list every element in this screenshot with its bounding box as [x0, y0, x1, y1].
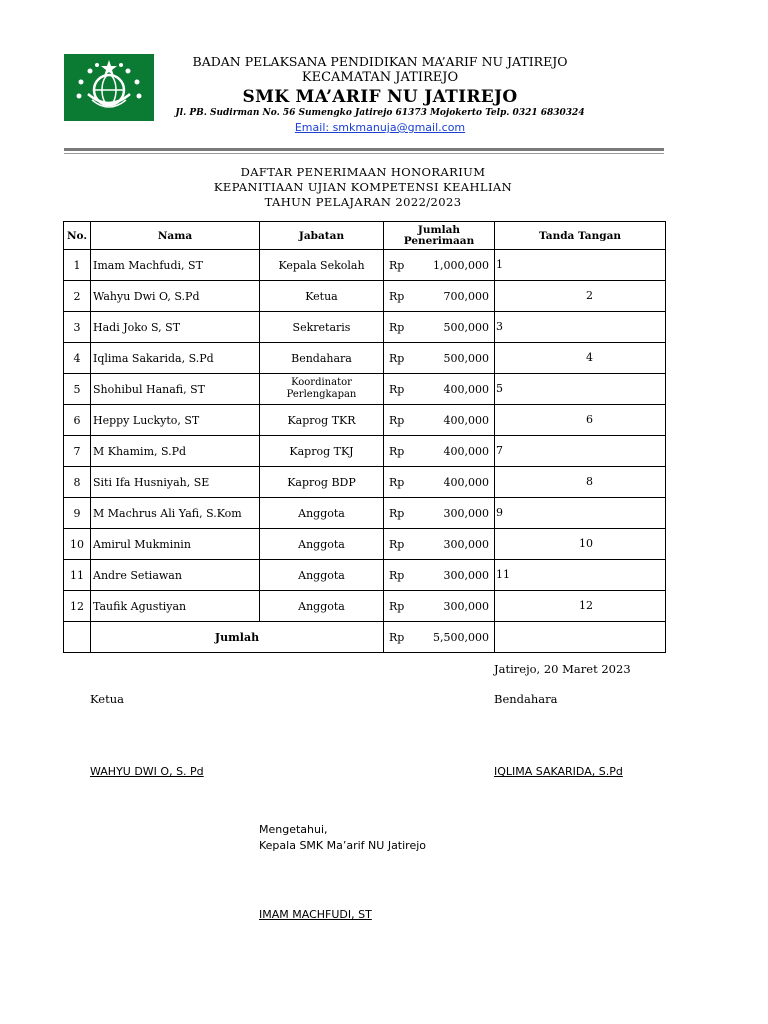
row-no: 9: [64, 498, 91, 529]
table-row: [64, 529, 666, 560]
ketua-label: Ketua: [90, 692, 124, 706]
col-header-jumlah-line1: Jumlah: [417, 223, 461, 236]
row-amount: 300,000: [412, 529, 495, 560]
foundation-name: BADAN PELAKSANA PENDIDIKAN MA’ARIF NU JATIREJO: [192, 54, 568, 69]
row-no: 7: [64, 436, 91, 467]
row-nama: Shohibul Hanafi, ST: [91, 374, 260, 405]
row-nama: M Khamim, S.Pd: [91, 436, 260, 467]
signature-number: 1: [496, 258, 503, 271]
row-amount: 500,000: [412, 312, 495, 343]
table-header-row: [64, 222, 666, 250]
table-row: [64, 498, 666, 529]
row-signature: [495, 405, 666, 436]
kepala-name: IMAM MACHFUDI, ST: [259, 908, 372, 921]
row-no: 11: [64, 560, 91, 591]
row-no: 3: [64, 312, 91, 343]
signature-number: 6: [586, 413, 593, 426]
total-currency: Rp: [384, 622, 412, 653]
signature-number: 7: [496, 444, 503, 457]
row-currency: Rp: [384, 591, 412, 622]
row-currency: Rp: [384, 498, 412, 529]
table-row: [64, 560, 666, 591]
row-currency: Rp: [384, 343, 412, 374]
row-jabatan: [260, 374, 384, 405]
row-no: 12: [64, 591, 91, 622]
row-nama: Wahyu Dwi O, S.Pd: [91, 281, 260, 312]
row-jabatan-line2: Perlengkapan: [286, 389, 357, 400]
row-signature: [495, 560, 666, 591]
bendahara-label: Bendahara: [494, 692, 558, 706]
row-nama: Andre Setiawan: [91, 560, 260, 591]
table-row: [64, 591, 666, 622]
row-nama: Taufik Agustiyan: [91, 591, 260, 622]
row-no: 8: [64, 467, 91, 498]
ketua-name: WAHYU DWI O, S. Pd: [90, 765, 204, 778]
school-email-link[interactable]: Email: smkmanuja@gmail.com: [294, 121, 466, 134]
row-nama: Iqlima Sakarida, S.Pd: [91, 343, 260, 374]
col-header-jabatan: Jabatan: [260, 222, 384, 250]
row-currency: Rp: [384, 312, 412, 343]
table-row: [64, 250, 666, 281]
row-jabatan: Anggota: [260, 498, 384, 529]
total-empty-cell: [64, 622, 91, 653]
signature-number: 10: [579, 537, 593, 550]
row-jabatan: Kaprog TKJ: [260, 436, 384, 467]
row-signature: [495, 374, 666, 405]
row-amount: 1,000,000: [412, 250, 495, 281]
row-jabatan: Sekretaris: [260, 312, 384, 343]
doc-title: DAFTAR PENERIMAAN HONORARIUM: [240, 165, 486, 179]
row-nama: Siti Ifa Husniyah, SE: [91, 467, 260, 498]
signature-number: 3: [496, 320, 503, 333]
signature-number: 9: [496, 506, 503, 519]
school-name: SMK MA’ARIF NU JATIREJO: [242, 87, 518, 107]
col-header-jumlah-line2: Penerimaan: [403, 234, 475, 247]
signature-number: 5: [496, 382, 503, 395]
table-row: [64, 467, 666, 498]
row-no: 4: [64, 343, 91, 374]
letterhead-divider: [64, 148, 664, 151]
row-jabatan: Kaprog TKR: [260, 405, 384, 436]
row-jabatan: Anggota: [260, 529, 384, 560]
signature-number: 2: [586, 289, 593, 302]
row-signature: [495, 436, 666, 467]
letterhead-divider-thin: [64, 153, 664, 154]
row-currency: Rp: [384, 529, 412, 560]
row-signature: [495, 529, 666, 560]
row-signature: [495, 281, 666, 312]
row-signature: [495, 312, 666, 343]
row-currency: Rp: [384, 405, 412, 436]
row-jabatan: Kaprog BDP: [260, 467, 384, 498]
row-amount: 300,000: [412, 560, 495, 591]
row-no: 5: [64, 374, 91, 405]
col-header-jumlah: [384, 222, 495, 250]
col-header-tanda-tangan: Tanda Tangan: [495, 222, 666, 250]
kepala-label: Kepala SMK Ma’arif NU Jatirejo: [259, 839, 427, 852]
row-signature: [495, 250, 666, 281]
row-nama: Amirul Mukminin: [91, 529, 260, 560]
row-no: 2: [64, 281, 91, 312]
row-currency: Rp: [384, 281, 412, 312]
table-row: [64, 281, 666, 312]
row-nama: Hadi Joko S, ST: [91, 312, 260, 343]
row-amount: 700,000: [412, 281, 495, 312]
row-nama: Heppy Luckyto, ST: [91, 405, 260, 436]
signature-number: 8: [586, 475, 593, 488]
school-address: Jl. PB. Sudirman No. 56 Sumengko Jatirejo 61373 Mojokerto Telp. 0321 6830324: [175, 108, 585, 118]
row-currency: Rp: [384, 560, 412, 591]
row-jabatan: Kepala Sekolah: [260, 250, 384, 281]
table-row: [64, 405, 666, 436]
col-header-no: No.: [64, 222, 91, 250]
row-amount: 400,000: [412, 405, 495, 436]
table-row: [64, 343, 666, 374]
signature-number: 11: [496, 568, 510, 581]
row-amount: 400,000: [412, 374, 495, 405]
signature-number: 4: [586, 351, 593, 364]
row-amount: 400,000: [412, 436, 495, 467]
row-jabatan-line1: Koordinator: [291, 377, 352, 388]
col-header-nama: Nama: [91, 222, 260, 250]
honorarium-table: [63, 221, 666, 653]
signing-date: Jatirejo, 20 Maret 2023: [494, 662, 631, 676]
row-signature: [495, 591, 666, 622]
row-no: 6: [64, 405, 91, 436]
total-signature-cell: [495, 622, 666, 653]
row-no: 10: [64, 529, 91, 560]
row-nama: Imam Machfudi, ST: [91, 250, 260, 281]
doc-subtitle: KEPANITIAAN UJIAN KOMPETENSI KEAHLIAN: [213, 180, 513, 194]
row-jabatan: Anggota: [260, 591, 384, 622]
row-currency: Rp: [384, 467, 412, 498]
table-row: [64, 374, 666, 405]
total-label: Jumlah: [91, 622, 384, 653]
row-jabatan: Anggota: [260, 560, 384, 591]
row-amount: 300,000: [412, 591, 495, 622]
row-nama: M Machrus Ali Yafi, S.Kom: [91, 498, 260, 529]
row-jabatan: Ketua: [260, 281, 384, 312]
total-amount: 5,500,000: [412, 622, 495, 653]
mengetahui-label: Mengetahui,: [259, 823, 328, 836]
row-jabatan: Bendahara: [260, 343, 384, 374]
district-name: KECAMATAN JATIREJO: [301, 70, 459, 85]
row-signature: [495, 343, 666, 374]
bendahara-name: IQLIMA SAKARIDA, S.Pd: [494, 765, 623, 778]
row-signature: [495, 467, 666, 498]
doc-year: TAHUN PELAJARAN 2022/2023: [264, 195, 462, 209]
row-no: 1: [64, 250, 91, 281]
row-signature: [495, 498, 666, 529]
signature-number: 12: [579, 599, 593, 612]
row-amount: 300,000: [412, 498, 495, 529]
row-amount: 400,000: [412, 467, 495, 498]
row-currency: Rp: [384, 250, 412, 281]
row-currency: Rp: [384, 436, 412, 467]
table-row: [64, 436, 666, 467]
row-currency: Rp: [384, 374, 412, 405]
table-row: [64, 312, 666, 343]
row-amount: 500,000: [412, 343, 495, 374]
table-total-row: [64, 622, 666, 653]
acknowledgement-block: [259, 822, 426, 854]
